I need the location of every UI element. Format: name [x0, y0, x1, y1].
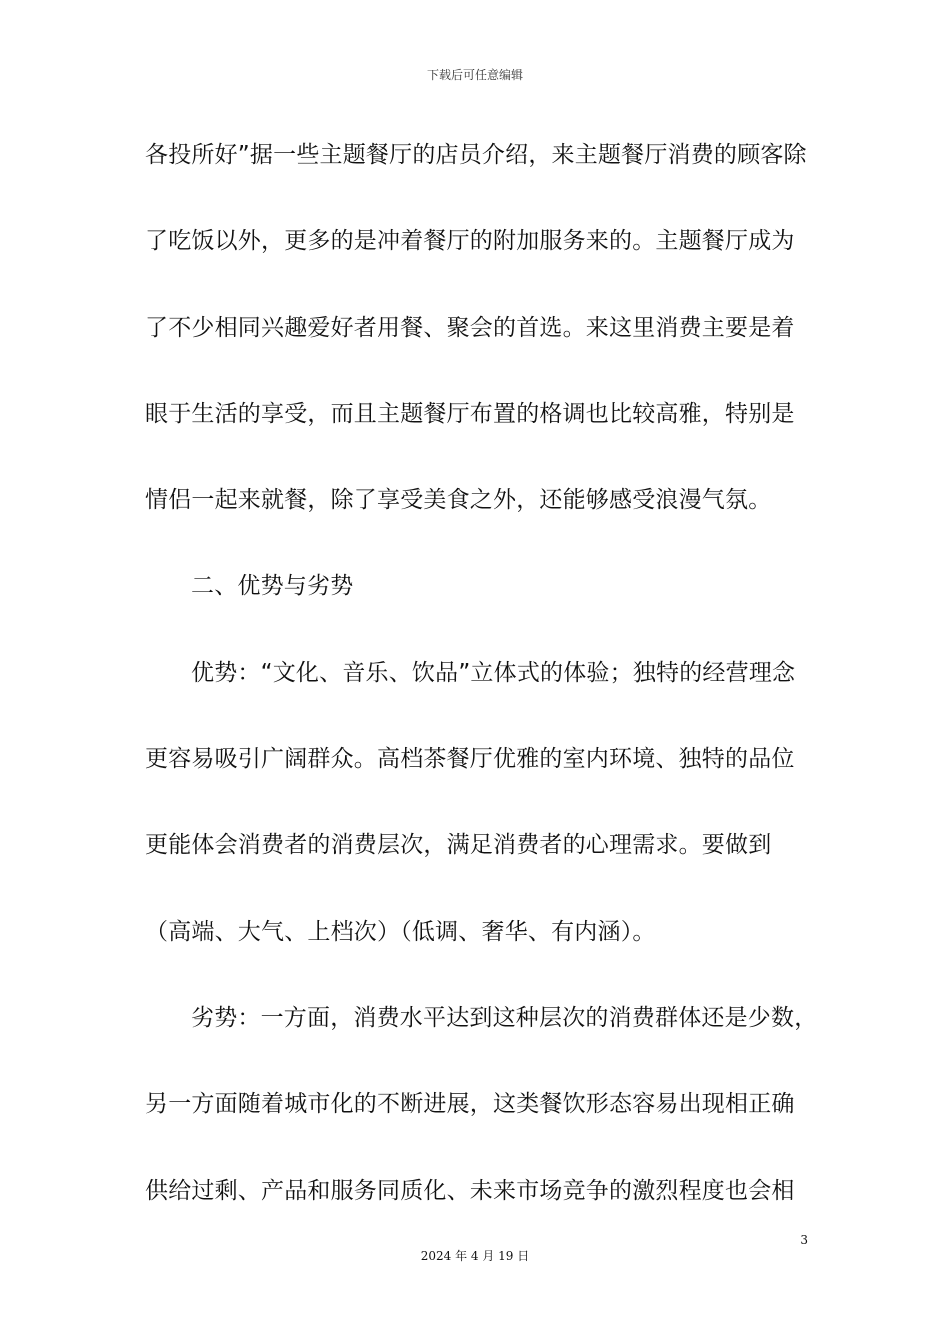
- paragraph-line: 情侣一起来就餐，除了享受美食之外，还能够感受浪漫气氛。: [145, 487, 772, 514]
- document-body: [145, 126, 818, 1248]
- paragraph-line: 各投所好”据一些主题餐厅的店员介绍，来主题餐厅消费的顾客除: [145, 142, 807, 168]
- paragraph-line: 另一方面随着城市化的不断进展，这类餐饮形态容易出现相正确: [145, 1091, 795, 1118]
- section-heading: 二、优势与劣势: [191, 573, 354, 600]
- paragraph-line: 供给过剩、产品和服务同质化、未来市场竞争的激烈程度也会相: [145, 1177, 795, 1204]
- paragraph-line: 更容易吸引广阔群众。高档茶餐厅优雅的室内环境、独特的品位: [145, 746, 795, 773]
- paragraph-line: 优势：“文化、音乐、饮品”立体式的体验；独特的经营理念: [191, 659, 796, 686]
- paragraph-line: 了吃饭以外，更多的是冲着餐厅的附加服务来的。主题餐厅成为: [145, 228, 795, 255]
- page-header: 下载后可任意编辑: [426, 68, 523, 82]
- page-number: 3: [800, 1233, 808, 1247]
- paragraph-line: （高端、大气、上档次）（低调、奢华、有内涵）。: [145, 918, 656, 945]
- paragraph-line: 了不少相同兴趣爱好者用餐、聚会的首选。来这里消费主要是着: [145, 314, 795, 341]
- paragraph-line: 劣势：一方面，消费水平达到这种层次的消费群体还是少数，: [191, 1004, 818, 1031]
- page-footer-date: 2024 年 4 月 19 日: [420, 1249, 530, 1263]
- paragraph-line: 眼于生活的享受，而且主题餐厅布置的格调也比较高雅，特别是: [145, 400, 795, 427]
- paragraph-line: 更能体会消费者的消费层次，满足消费者的心理需求。要做到: [145, 832, 772, 859]
